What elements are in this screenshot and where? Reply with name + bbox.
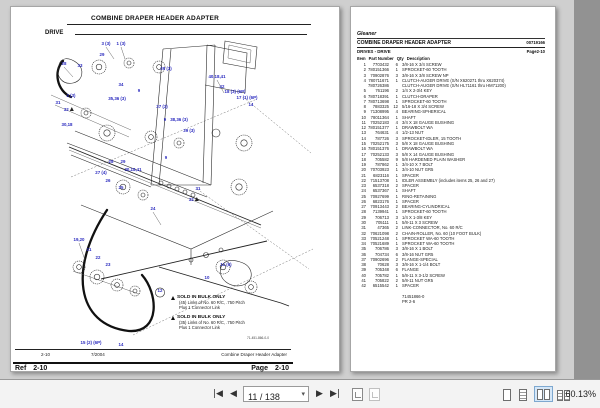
diagram-callout: 25 xyxy=(118,185,124,190)
cell-description: SHAFT xyxy=(402,114,416,120)
cell-item: 25 xyxy=(361,193,366,199)
parts-list-subtitle: DRIVES - DRIVE xyxy=(357,49,391,54)
cell-qty: 1 xyxy=(395,188,398,194)
diagram-callout: 14 xyxy=(248,102,254,107)
cell-part-number: 6537367 xyxy=(372,188,389,194)
cell-part-number: 70521689 xyxy=(370,241,389,247)
diagram-callout: 40,18,41 xyxy=(208,74,226,79)
cell-item: 10 xyxy=(361,114,366,120)
cell-qty: 1 xyxy=(395,272,398,278)
cell-item: 12 xyxy=(361,125,366,131)
ref-label: Ref xyxy=(15,365,27,372)
diagram-callout: 34 xyxy=(118,82,124,87)
cell-qty: 2 xyxy=(395,256,398,262)
brand-name: Gleaner xyxy=(357,31,377,37)
cell-description: SPACER xyxy=(402,172,419,178)
cell-qty: 1 xyxy=(395,241,398,247)
bulk-note xyxy=(171,315,327,330)
cell-item: 27 xyxy=(361,204,366,210)
cell-part-number: 70252183 xyxy=(370,119,389,125)
footer-rule xyxy=(15,349,291,350)
drawing-number: 71-451-866-0-0 xyxy=(247,336,269,340)
ref-value: 2-10 xyxy=(33,365,48,372)
cell-description: 3/4-10 NUT GR5 xyxy=(402,167,434,173)
facing-pages-view-icon[interactable] xyxy=(534,386,553,402)
cell-part-number: 761196 xyxy=(375,88,389,94)
cell-part-number: 7139941 xyxy=(372,209,389,215)
cell-part-number: 70252175 xyxy=(370,140,389,146)
diagram-callout: 28 xyxy=(108,159,114,164)
first-page-button[interactable]: |◀ xyxy=(213,389,223,399)
cell-qty: 9 xyxy=(395,156,398,162)
cell-description: SPROCKET-IDLER, 15 TOOTH xyxy=(402,135,462,141)
cell-qty: 2 xyxy=(395,183,398,189)
cell-qty: 2 xyxy=(395,88,398,94)
diagram-callout: 22 xyxy=(95,255,101,260)
footer-caption: Combine Draper Header Adapter xyxy=(221,352,287,357)
cell-part-number: 70252133 xyxy=(370,151,389,157)
cell-qty: 1 xyxy=(395,67,398,73)
cell-qty: 3 xyxy=(395,72,398,78)
note-line: Plus 1 Connector Link xyxy=(179,305,220,310)
cell-qty: 1 xyxy=(395,93,398,99)
cell-description: SHAFT xyxy=(402,188,416,194)
cell-item: 24 xyxy=(361,188,366,194)
cell-part-number: 70902696 xyxy=(370,256,389,262)
page-title: COMBINE DRAPER HEADER ADAPTER xyxy=(91,15,219,22)
cell-item: 39 xyxy=(361,267,366,273)
bulk-note xyxy=(171,295,327,310)
dropdown-caret-icon[interactable]: ▾ xyxy=(301,390,305,398)
cell-description: SPROCKET-60 TOOTH xyxy=(402,209,447,215)
cell-part-number: 7703432 xyxy=(372,62,389,67)
cell-item: 40 xyxy=(361,272,366,278)
cell-part-number: 706713 xyxy=(375,214,389,220)
cell-description: DRAWBOLT WA xyxy=(402,146,433,152)
diagram-callout: 31 xyxy=(55,100,61,105)
diagram-callout: 26 xyxy=(105,178,111,183)
warning-triangle-icon xyxy=(171,296,175,300)
cell-qty: 1 xyxy=(395,209,398,215)
cell-description: 5/16-18 X 3/4 SCREW xyxy=(402,104,444,110)
diagram-callout: 31 xyxy=(195,186,201,191)
note-title: SOLD IN BULK ONLY xyxy=(177,295,226,300)
parts-footer-number: 71451866-0 xyxy=(402,294,425,299)
cell-description: 5/8-11 NUT GR5 xyxy=(402,277,434,283)
warning-triangle-icon xyxy=(171,316,175,320)
cell-item: 2 xyxy=(363,67,366,73)
cell-item: 9 xyxy=(363,109,366,115)
cell-description: CLUTCH-AUGER DRIVE (S/N X620271 thru X620374) xyxy=(402,77,505,83)
cell-qty: 1 xyxy=(395,77,398,83)
ref-footer-rule xyxy=(13,362,293,364)
cell-qty: 3 xyxy=(395,151,398,157)
cell-description: FLANGE-SPECIAL xyxy=(402,256,438,262)
cell-qty: 6 xyxy=(395,267,398,273)
col-description: Description xyxy=(406,56,430,61)
col-item: Item xyxy=(357,56,366,61)
cell-qty: 12 xyxy=(393,104,398,110)
cell-item: 15 xyxy=(361,140,366,146)
cell-part-number: 6515542 xyxy=(372,283,389,289)
title-rule xyxy=(357,47,545,48)
cell-qty: 1 xyxy=(395,114,398,120)
cell-qty: 1 xyxy=(395,235,398,241)
cell-qty: 1 xyxy=(395,98,398,104)
brand-rule xyxy=(357,38,545,39)
cell-description: 3/4-10 X 7 BOLT xyxy=(402,162,434,168)
cell-description: 3/8-16 NUT GR5 xyxy=(402,251,434,257)
cell-description: 5/8 HARDENED PLAIN WASHER xyxy=(402,156,466,162)
cell-qty: 1 xyxy=(395,146,398,152)
cell-part-number: 764631 xyxy=(375,130,389,136)
cell-description: 3/4 X 18 GAUGE BUSHING xyxy=(402,119,455,125)
diagram-callout: 29 xyxy=(99,52,105,57)
cell-qty: 1 xyxy=(395,283,398,289)
page-number-box[interactable] xyxy=(243,386,309,402)
cell-description: 5/8 X 14 GAUGE BUSHING xyxy=(402,151,455,157)
cell-part-number: 704734 xyxy=(375,251,389,257)
cell-part-number: 70521248 xyxy=(370,235,389,241)
note-line: (45) Links of No. 60 R/C, .750 Pitch xyxy=(179,300,245,305)
cell-qty: 3 xyxy=(395,135,398,141)
cell-description: 1/4 X 1-3/8 KEY xyxy=(402,214,433,220)
cell-description: 3/8-16 X 3/4 SCREW xyxy=(402,62,442,67)
cell-item: 6 xyxy=(363,93,366,99)
table-row xyxy=(357,283,553,288)
cell-item: 35 xyxy=(361,246,366,252)
next-view-icon[interactable] xyxy=(369,388,380,401)
cell-item: 19 xyxy=(361,162,366,168)
diagram-callout: 18 (3) (6P) xyxy=(224,89,246,94)
cell-description: DRAWBOLT WA xyxy=(402,125,433,131)
diagram-callout: 39 (3) xyxy=(160,66,172,71)
cell-part-number: 705582 xyxy=(375,156,389,162)
cell-qty: 2 xyxy=(395,225,398,231)
cell-description: 3/8-16 X 1 BOLT xyxy=(402,246,434,252)
diagram-callout: 23 xyxy=(105,262,111,267)
cell-description: FLANGE xyxy=(402,267,419,273)
col-qty: Qty xyxy=(396,56,404,61)
diagram-callout: 28 xyxy=(61,61,67,66)
bulk-notes xyxy=(171,295,327,335)
cell-item: 21 xyxy=(361,172,366,178)
diagram-callout: 3 (3) xyxy=(101,41,111,46)
table-header xyxy=(357,56,433,61)
cell-description: 3/8-16 X 1-1/4 BOLT xyxy=(402,262,441,268)
cell-item: 11 xyxy=(361,119,366,125)
cell-qty: 4 xyxy=(395,130,398,136)
single-page-view-icon[interactable] xyxy=(502,387,512,403)
diagram-callout: 29 xyxy=(120,159,126,164)
viewer-right-margin xyxy=(574,0,600,379)
last-page-button[interactable]: ▶| xyxy=(330,389,340,399)
section-label: DRIVE xyxy=(45,30,64,36)
diagram-callout: 15 (2) (6P) xyxy=(80,340,102,345)
cell-item: 41 xyxy=(361,277,366,283)
continuous-view-icon[interactable] xyxy=(518,387,528,403)
diagram-callout: 9 xyxy=(137,88,141,93)
cell-item: 29 xyxy=(361,214,366,220)
cell-item: 32 xyxy=(361,230,366,236)
cell-item: 16 xyxy=(361,146,366,152)
cell-description: SPACER xyxy=(402,198,419,204)
document-number: 00719166 xyxy=(526,40,545,45)
cell-item: 31 xyxy=(361,225,366,231)
cell-part-number: 705822 xyxy=(375,277,389,283)
cell-description: 5/8-11 X 3 SCREW xyxy=(402,219,438,225)
cell-part-number: 70927699 xyxy=(370,193,389,199)
cell-item: 13 xyxy=(361,130,366,136)
diagram-callout: 14 xyxy=(118,342,124,347)
cell-part-number: 47365 xyxy=(377,225,389,231)
cell-part-number: 70628 xyxy=(377,262,389,268)
cell-item: 33 xyxy=(361,235,366,241)
diagram-callout: 1 (3) xyxy=(116,41,126,46)
status-bar xyxy=(0,379,600,408)
diagram-callout: 2 (3) xyxy=(66,93,76,98)
cell-item: 28 xyxy=(361,209,366,215)
cell-item: 34 xyxy=(361,241,366,247)
cell-part-number: 780718391 xyxy=(368,93,389,99)
note-line: (35) Links of No. 60 R/C, .750 Pitch xyxy=(179,320,245,325)
pdf-page-right xyxy=(350,6,556,372)
cell-part-number: 705782 xyxy=(375,272,389,278)
cell-item: 36 xyxy=(361,251,366,257)
cell-qty: 3 xyxy=(395,246,398,252)
cell-item: 1 xyxy=(363,62,366,67)
cell-part-number: 705111 xyxy=(375,219,389,225)
diagram-callout: 21 xyxy=(86,247,92,252)
parts-table xyxy=(357,62,553,288)
diagram-callout: 39 (3) xyxy=(183,128,195,133)
cell-qty: 3 xyxy=(395,214,398,220)
cell-qty: 1 xyxy=(395,172,398,178)
cell-qty: 1 xyxy=(395,193,398,199)
next-page-button[interactable]: ▶ xyxy=(316,389,323,399)
title-rule xyxy=(67,24,311,25)
cell-item: 5 xyxy=(363,88,366,94)
cell-qty: 4 xyxy=(395,109,398,115)
page-number-input[interactable] xyxy=(244,390,294,403)
diagram-callout: 24 xyxy=(150,206,156,211)
cell-description: SPACER xyxy=(402,283,419,289)
cell-part-number: 780711671 xyxy=(368,77,389,83)
cell-qty: 1 xyxy=(395,162,398,168)
cell-item: 3 xyxy=(363,72,366,78)
cell-qty: 4 xyxy=(395,119,398,125)
cell-description: SPACER xyxy=(402,183,419,189)
cell-part-number: 787862 xyxy=(375,162,389,168)
cell-item: 17 xyxy=(361,151,366,157)
cell-qty: 2 xyxy=(395,204,398,210)
diagram-callout: 27 (4) xyxy=(95,170,107,175)
cell-description: IDLER ASSEMBLY (includes items 25, 26 and 27) xyxy=(402,177,495,183)
cell-qty: 2 xyxy=(395,277,398,283)
prev-view-icon[interactable] xyxy=(352,388,363,401)
cell-description: 1/2-13 NUT xyxy=(402,130,424,136)
cell-part-number: 70902876 xyxy=(370,72,389,78)
cell-part-number: 71513708 xyxy=(370,177,389,183)
ref-footer-left xyxy=(15,365,47,373)
prev-page-button[interactable]: ◀ xyxy=(230,389,237,399)
cell-part-number: 780151377 xyxy=(368,125,389,131)
cell-qty: 6 xyxy=(395,251,398,257)
cell-qty: 1 xyxy=(395,177,398,183)
cell-part-number: 71308995 xyxy=(370,109,389,115)
cell-item: 23 xyxy=(361,183,366,189)
cell-description: RING-RETAINING xyxy=(402,193,437,199)
diagram-callout: 19,20 xyxy=(73,237,85,242)
diagram-callout: 17 (1) (6P) xyxy=(236,95,258,100)
cell-part-number: 780151376 xyxy=(368,146,389,152)
page-label: Page xyxy=(251,365,268,372)
diagram-callout: 9 xyxy=(164,155,168,160)
note-line: Plus 1 Connector Link xyxy=(179,325,220,330)
diagram-callout: 42 xyxy=(219,84,225,89)
page-reference: Page2-10 xyxy=(526,49,545,54)
cell-item: 22 xyxy=(361,177,366,183)
cell-description: SPROCKET WA-60 TOOTH xyxy=(402,235,455,241)
cell-description: CHAIN-ROLLER, No. 60 (10 FOOT BULK) xyxy=(402,230,482,236)
ref-footer-right xyxy=(251,365,289,373)
cell-description: BEARING-SPHERICAL xyxy=(402,109,446,115)
cell-qty: 1 xyxy=(395,198,398,204)
cell-qty: 3 xyxy=(395,262,398,268)
diagram-callout: 33 xyxy=(77,63,83,68)
cell-part-number: 6537318 xyxy=(372,183,389,189)
cell-part-number: 6823176 xyxy=(372,198,389,204)
cell-item: 4 xyxy=(363,77,366,83)
cell-part-number: 787726 xyxy=(375,135,389,141)
parts-list-title: COMBINE DRAPER HEADER ADAPTER xyxy=(357,40,451,46)
pdf-page-left xyxy=(10,6,340,372)
cell-part-number: 7883325 xyxy=(372,104,389,110)
cell-description: 5/8-11 X 3-1/2 SCREW xyxy=(402,272,445,278)
cell-part-number: 705348 xyxy=(375,267,389,273)
page-value: 2-10 xyxy=(274,365,289,372)
diagram-callout: 32 xyxy=(189,197,199,203)
col-part-number: Part Number xyxy=(368,56,394,61)
cell-description: 3/8-16 X 3/8 SCREW NP xyxy=(402,72,449,78)
cell-description: CLUTCH-DRAPER xyxy=(402,93,438,99)
cell-part-number: 70703923 xyxy=(370,167,389,173)
cell-part-number: 70913443 xyxy=(370,204,389,210)
cell-description: SPROCKET-60 TOOTH xyxy=(402,67,447,73)
cell-item: 38 xyxy=(361,262,366,268)
cell-description: BEARING-CYLINDRICAL xyxy=(402,204,450,210)
cell-description: CLUTCH-AUGER DRIVE (S/N HL71161 thru HM71200) xyxy=(402,83,506,89)
cell-qty: 1 xyxy=(395,125,398,131)
cell-part-number: 78011364 xyxy=(370,114,389,120)
cell-qty: 6 xyxy=(395,62,398,67)
cell-item: 14 xyxy=(361,135,366,141)
cell-item: 42 xyxy=(361,283,366,289)
diagram-callout: 11 (6) xyxy=(220,262,232,267)
diagram-callout: 30,18 xyxy=(61,122,73,127)
cell-part-number: 780726386 xyxy=(368,83,389,89)
cell-description: 1/4 X 2-3/4 KEY xyxy=(402,88,433,94)
cell-item: 7 xyxy=(363,98,366,104)
cell-part-number: 70621098 xyxy=(370,230,389,236)
cell-part-number: 706786 xyxy=(375,246,389,252)
parts-footer-ref: PR 2-6 xyxy=(402,299,416,304)
cell-description: LINK-CONNECTOR, No. 60 R/C xyxy=(402,225,463,231)
cell-part-number: 6823116 xyxy=(373,172,389,178)
cell-part-number: 780713698 xyxy=(368,98,389,104)
cell-item: 18 xyxy=(361,156,366,162)
cell-qty: 3 xyxy=(395,140,398,146)
cell-qty: 1 xyxy=(395,167,398,173)
cell-item: 30 xyxy=(361,219,366,225)
footer-page: 2-10 xyxy=(41,352,51,357)
diagram-callout: 9 xyxy=(163,117,167,122)
cell-description: SPROCKET WA-60 TOOTH xyxy=(402,241,455,247)
cell-description: SPROCKET-60 TOOTH xyxy=(402,98,447,104)
cell-item: 8 xyxy=(363,104,366,110)
cell-part-number: 780151366 xyxy=(368,67,389,73)
zoom-level: 60.13% xyxy=(565,389,596,399)
diagram-callout: 12 xyxy=(157,288,163,293)
diagram-callout: 35,36 (3) xyxy=(108,96,126,101)
footer-date: 7/2004 xyxy=(91,352,105,357)
cell-qty: 2 xyxy=(395,230,398,236)
cell-item: 26 xyxy=(361,198,366,204)
diagram-callout: 37 (3) xyxy=(156,104,168,109)
diagram-callout: 38,36 (3) xyxy=(170,117,188,122)
diagram-callout: 10 xyxy=(204,275,210,280)
cell-description: 5/8 X 18 GAUGE BUSHING xyxy=(402,140,455,146)
note-title: SOLD IN BULK ONLY xyxy=(177,315,226,320)
cell-item: 37 xyxy=(361,256,366,262)
cell-qty: 1 xyxy=(395,219,398,225)
cell-item: 20 xyxy=(361,167,366,173)
diagram-callout: 32 xyxy=(64,107,74,113)
diagram-callout: 30,18,41 xyxy=(124,167,142,172)
